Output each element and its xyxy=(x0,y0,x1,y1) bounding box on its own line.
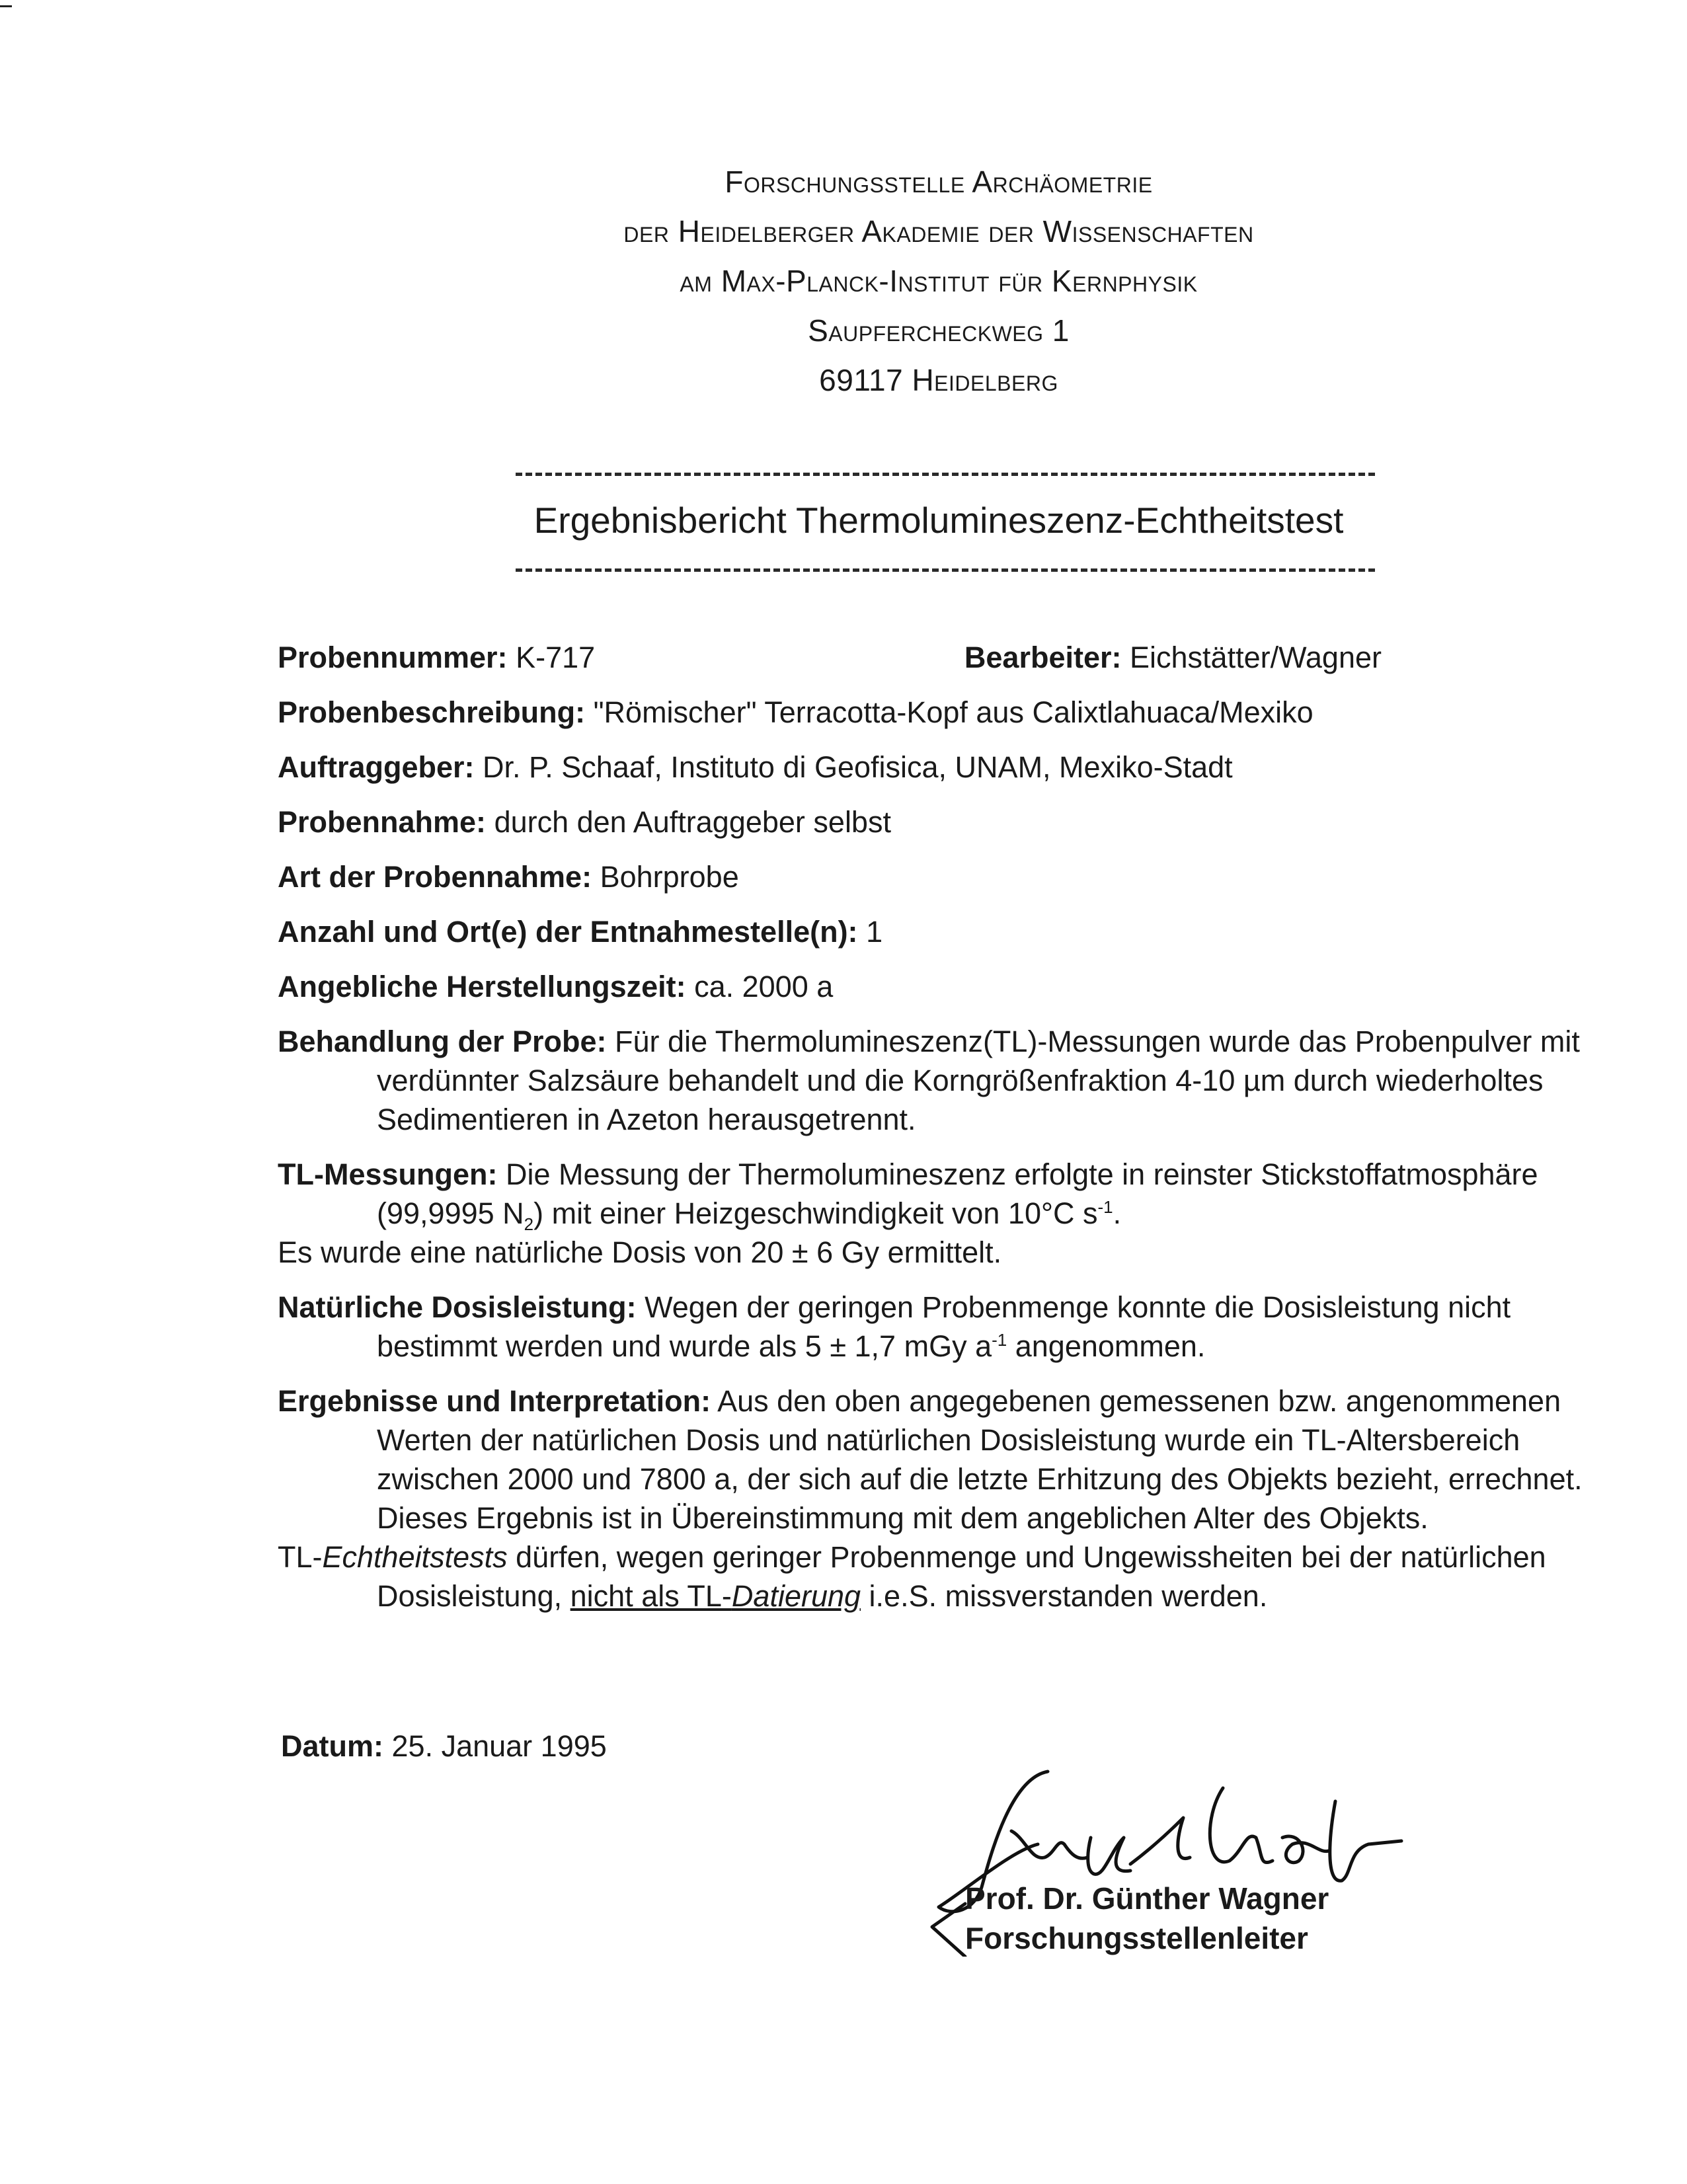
alleged-date-label: Angebliche Herstellungszeit: xyxy=(278,970,686,1003)
sampling-sites-value: 1 xyxy=(866,915,883,949)
processor-field xyxy=(964,638,1382,677)
signatory-block xyxy=(965,1879,1329,1958)
signatory-title: Forschungsstellenleiter xyxy=(965,1921,1308,1955)
client-field xyxy=(278,748,1613,787)
street-address: Saupfercheckweg 1 xyxy=(808,313,1070,348)
description-label: Probenbeschreibung: xyxy=(278,695,586,729)
title-rule-top xyxy=(516,473,1375,476)
tl-measurements-text-c: . xyxy=(1113,1196,1122,1230)
alleged-date-value: ca. 2000 a xyxy=(694,970,834,1003)
sampling-field xyxy=(278,802,1613,841)
results-note-italic: Echtheitstests xyxy=(322,1540,508,1574)
institution-name: Forschungsstelle Archäometrie xyxy=(725,165,1153,199)
results-note-b: dürfen, wegen geringer Probenmenge und Ungewissheiten bei der natürlichen Dosisleistung, xyxy=(377,1540,1546,1613)
dose-rate-label: Natürliche Dosisleistung: xyxy=(278,1290,637,1324)
sampling-sites-field xyxy=(278,912,1613,951)
title-rule-bottom xyxy=(516,568,1375,572)
date-label: Datum: xyxy=(281,1729,383,1763)
results-note-underlined xyxy=(570,1579,861,1613)
sampling-type-value: Bohrprobe xyxy=(600,860,739,894)
client-label: Auftraggeber: xyxy=(278,750,475,784)
alleged-date-field xyxy=(278,967,1613,1006)
results-text: Aus den oben angegebenen gemessenen bzw. angenommenen Werten der natürlichen Dosis und natürlichen Dosisleistung wurde ein TL-Altersbereich zwischen 2000 und 7800 a, der sich auf die letzte Erhitzung des Objekts bezieht, errechnet. Dieses Ergebnis ist in Übereinstimmung mit dem angeblichen Alter des Objekts. xyxy=(377,1384,1583,1535)
tl-measurements-field xyxy=(278,1155,1613,1272)
tl-measurements-text-b: ) mit einer Heizgeschwindigkeit von 10°C s xyxy=(533,1196,1098,1230)
tl-measurements-label: TL-Messungen: xyxy=(278,1157,498,1191)
sampling-type-field xyxy=(278,857,1613,896)
processor-value: Eichstätter/Wagner xyxy=(1130,641,1382,674)
dose-rate-text-a: Wegen der geringen Probenmenge konnte die Dosisleistung nicht bestimmt werden und wurde als 5 ± 1,7 mGy a xyxy=(377,1290,1511,1363)
client-value: Dr. P. Schaaf, Instituto di Geofisica, UNAM, Mexiko-Stadt xyxy=(483,750,1233,784)
processor-label: Bearbeiter: xyxy=(964,641,1122,674)
sample-number-field xyxy=(278,638,595,677)
results-note xyxy=(278,1538,1613,1616)
sampling-sites-label: Anzahl und Ort(e) der Entnahmestelle(n): xyxy=(278,915,858,949)
date-value: 25. Januar 1995 xyxy=(391,1729,607,1763)
dose-rate-text-b: angenommen. xyxy=(1007,1329,1206,1363)
city-address: 69117 Heidelberg xyxy=(819,363,1058,397)
sample-number-value: K-717 xyxy=(516,641,596,674)
results-note-a: TL- xyxy=(278,1540,323,1574)
date-field xyxy=(281,1727,607,1766)
scan-corner-mark xyxy=(0,5,12,7)
results-note-underline-a: nicht als TL- xyxy=(570,1579,732,1613)
academy-name: der Heidelberger Akademie der Wissenschaften xyxy=(623,214,1254,249)
dose-rate-field xyxy=(278,1288,1613,1366)
sample-row xyxy=(278,638,1613,677)
dose-rate-exponent: -1 xyxy=(992,1330,1007,1350)
description-value: "Römischer" Terracotta-Kopf aus Calixtlahuaca/Mexiko xyxy=(593,695,1314,729)
report-title: Ergebnisbericht Thermolumineszenz-Echtheitstest xyxy=(533,500,1344,541)
natural-dose-line: Es wurde eine natürliche Dosis von 20 ± 6 Gy ermittelt. xyxy=(278,1235,1002,1269)
results-field xyxy=(278,1382,1613,1616)
treatment-field xyxy=(278,1022,1613,1139)
sampling-type-label: Art der Probennahme: xyxy=(278,860,592,894)
sampling-label: Probennahme: xyxy=(278,805,487,839)
sample-number-label: Probennummer: xyxy=(278,641,508,674)
description-field xyxy=(278,693,1613,732)
institute-name: am Max-Planck-Institut für Kernphysik xyxy=(680,264,1198,298)
treatment-label: Behandlung der Probe: xyxy=(278,1025,607,1058)
results-note-underline-italic: Datierung xyxy=(731,1579,861,1613)
heating-rate-exponent: -1 xyxy=(1097,1197,1113,1217)
results-note-c: i.e.S. missverstanden werden. xyxy=(861,1579,1268,1613)
sampling-value: durch den Auftraggeber selbst xyxy=(494,805,891,839)
signatory-name: Prof. Dr. Günther Wagner xyxy=(965,1881,1329,1916)
results-label: Ergebnisse und Interpretation: xyxy=(278,1384,711,1418)
tl-measurements-text-a: Die Messung der Thermolumineszenz erfolgte in reinster Stickstoffatmosphäre (99,9995 N xyxy=(377,1157,1538,1230)
letterhead xyxy=(370,157,1507,405)
nitrogen-subscript: 2 xyxy=(524,1214,534,1234)
treatment-text: Für die Thermolumineszenz(TL)-Messungen wurde das Probenpulver mit verdünnter Salzsäure behandelt und die Korngrößenfraktion 4-10 µm durch wiederholtes Sedimentieren in Azeton herausgetrennt. xyxy=(377,1025,1580,1136)
report-body xyxy=(278,638,1613,1631)
